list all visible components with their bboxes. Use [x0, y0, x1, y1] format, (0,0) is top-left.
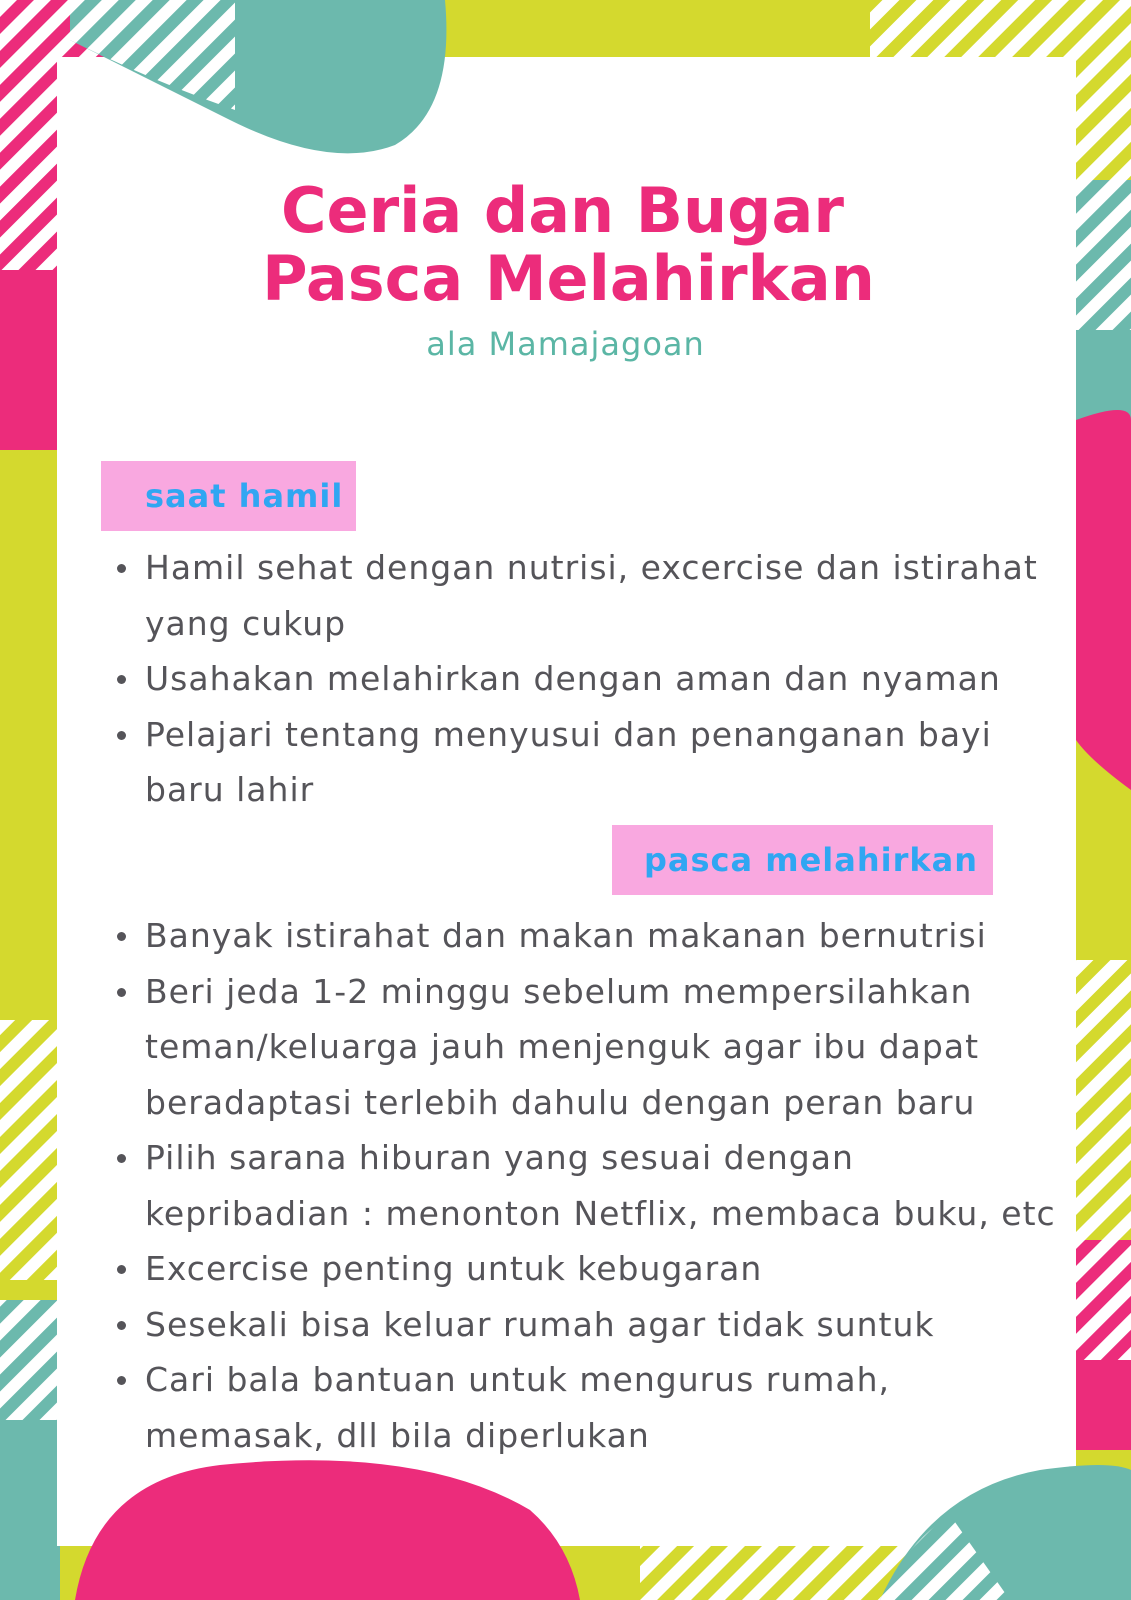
list-item: Pilih sarana hiburan yang sesuai dengan kepribadian : menonton Netflix, membaca buku, etc — [117, 1130, 1067, 1241]
page-title-line-2: Pasca Melahirkan — [262, 242, 875, 315]
page-title-line-1: Ceria dan Bugar — [281, 174, 844, 247]
list-item: Beri jeda 1-2 minggu sebelum mempersilahkan teman/keluarga jauh menjenguk agar ibu dapat beradaptasi terlebih dahulu dengan peran baru — [117, 964, 1067, 1131]
list-saat-hamil — [117, 540, 1057, 818]
list-item: Excercise penting untuk kebugaran — [117, 1241, 1067, 1297]
list-item: Cari bala bantuan untuk mengurus rumah, memasak, dll bila diperlukan — [117, 1352, 1067, 1463]
list-pasca-melahirkan — [117, 908, 1067, 1463]
list-item: Pelajari tentang menyusui dan penanganan bayi baru lahir — [117, 707, 1057, 818]
list-item: Banyak istirahat dan makan makanan bernutrisi — [117, 908, 1067, 964]
page-subtitle: ala Mamajagoan — [426, 325, 705, 363]
list-item: Sesekali bisa keluar rumah agar tidak suntuk — [117, 1297, 1067, 1353]
section-label-saat-hamil: saat hamil — [101, 461, 356, 531]
section-label-pasca-melahirkan: pasca melahirkan — [612, 825, 993, 895]
list-item: Hamil sehat dengan nutrisi, excercise dan istirahat yang cukup — [117, 540, 1057, 651]
list-item: Usahakan melahirkan dengan aman dan nyaman — [117, 651, 1057, 707]
